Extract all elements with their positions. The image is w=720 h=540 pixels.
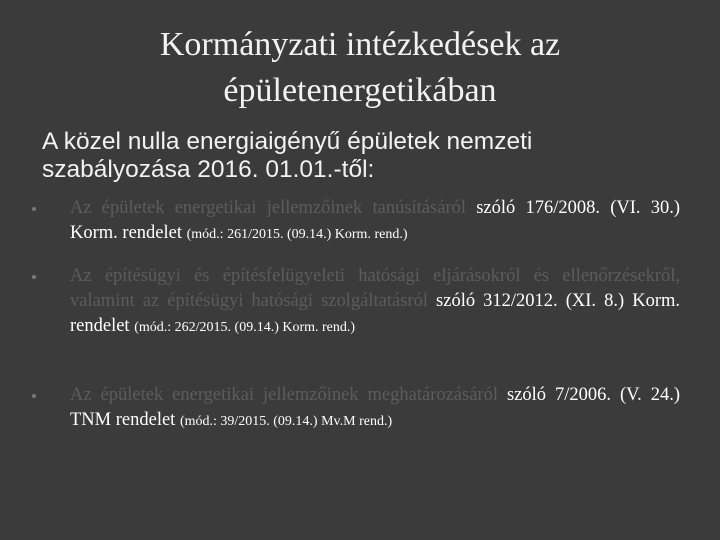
bullet-dot-icon <box>32 207 36 211</box>
bullet-regulation-number: szóló 312/2012. (XI. 8.) Korm. rendelet <box>70 291 680 336</box>
bullet-regulation-number: szóló 7/2006. (V. 24.) TNM rendelet <box>70 385 680 430</box>
slide-title <box>80 22 640 114</box>
bullet-item-1 <box>32 196 680 247</box>
bullet-amendment-note: (mód.: 261/2015. (09.14.) Korm. rend.) <box>186 227 408 242</box>
subtitle-line-1: A közel nulla energiaigényű épületek nemzeti <box>42 128 533 155</box>
bullet-regulation-title: Az épületek energetikai jellemzőinek tanúsításáról <box>70 198 466 218</box>
bullet-amendment-note: (mód.: 262/2015. (09.14.) Korm. rend.) <box>134 320 356 335</box>
bullet-regulation-number: szóló 176/2008. (VI. 30.) Korm. rendelet <box>70 198 680 243</box>
bullet-text <box>70 383 680 434</box>
bullet-amendment-note: (mód.: 39/2015. (09.14.) Mv.M rend.) <box>179 414 393 429</box>
bullet-dot-icon <box>32 394 36 398</box>
bullet-dot-icon <box>32 275 36 279</box>
bullet-item-3 <box>32 383 680 434</box>
title-line-1: Kormányzati intézkedések az <box>159 26 561 63</box>
slide-subtitle <box>42 128 692 184</box>
title-line-2: épületenergetikában <box>223 72 497 109</box>
subtitle-line-2: szabályozása 2016. 01.01.-től: <box>42 156 375 183</box>
bullet-regulation-title: Az épületek energetikai jellemzőinek meghatározásáról <box>70 385 498 405</box>
bullet-text <box>70 264 680 340</box>
bullet-item-2 <box>32 264 680 340</box>
bullet-text <box>70 196 680 247</box>
bullet-regulation-title: Az építésügyi és építésfelügyeleti hatósági eljárásokról és ellenőrzésekről, valamint az építésügyi hatósági szolgáltatásról <box>70 266 680 311</box>
